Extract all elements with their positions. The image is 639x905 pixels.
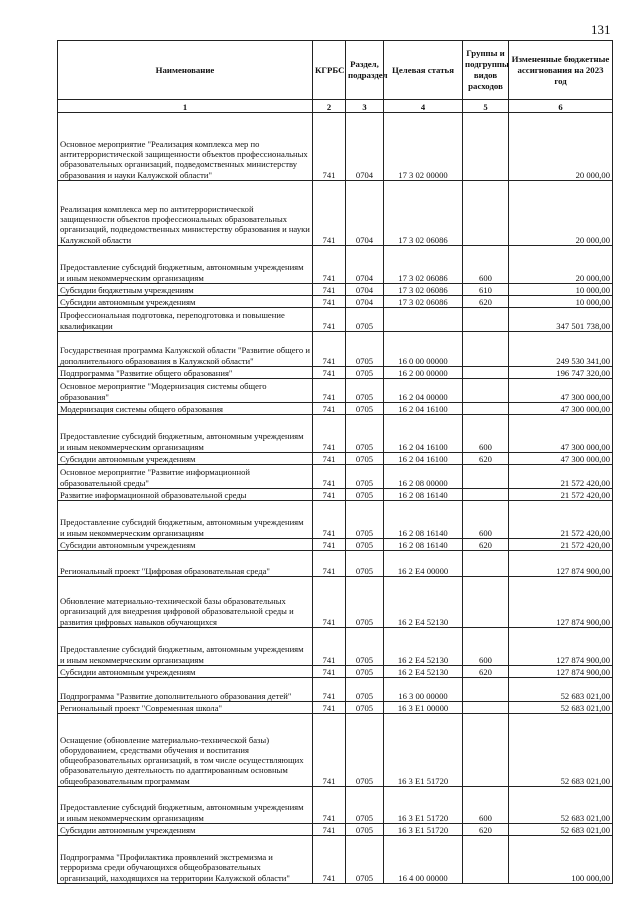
cell-kgrbs: 741 xyxy=(313,403,346,415)
cell-section: 0705 xyxy=(346,666,384,678)
cell-kgrbs: 741 xyxy=(313,465,346,489)
cell-name: Основное мероприятие "Реализация комплекса мер по антитеррористической защищенности объектов профессиональных образовательных организаций, подведомственных министерству образования и науки Калужской области" xyxy=(58,113,313,181)
cell-section: 0705 xyxy=(346,577,384,628)
header-name: Наименование xyxy=(58,41,313,100)
cell-group xyxy=(463,403,509,415)
cell-name: Подпрограмма "Профилактика проявлений экстремизма и терроризма среди обучающихся общеобразовательных организаций, находящихся на территории Калужской области" xyxy=(58,836,313,884)
cell-amount: 21 572 420,00 xyxy=(509,501,613,539)
cell-amount: 52 683 021,00 xyxy=(509,714,613,787)
cell-kgrbs: 741 xyxy=(313,181,346,246)
cell-kgrbs: 741 xyxy=(313,836,346,884)
cell-target: 16 2 04 16100 xyxy=(384,453,463,465)
cell-name: Обновление материально-технической базы образовательных организаций для внедрения цифровой образовательной среды и развития цифровых навыков обучающихся xyxy=(58,577,313,628)
column-number: 1 xyxy=(58,100,313,113)
cell-group: 620 xyxy=(463,453,509,465)
cell-section: 0705 xyxy=(346,836,384,884)
cell-group xyxy=(463,332,509,367)
header-row xyxy=(58,41,613,100)
cell-section: 0705 xyxy=(346,332,384,367)
table-row xyxy=(58,379,613,403)
column-number: 4 xyxy=(384,100,463,113)
cell-kgrbs: 741 xyxy=(313,501,346,539)
cell-name: Оснащение (обновление материально-технической базы) оборудованием, средствами обучения и воспитания общеобразовательных организаций, в том числе осуществляющих образовательную деятельность по адаптированным основным общеобразовательным программам xyxy=(58,714,313,787)
cell-group: 600 xyxy=(463,787,509,824)
table-row xyxy=(58,787,613,824)
table-row xyxy=(58,284,613,296)
cell-group: 620 xyxy=(463,824,509,836)
table-row xyxy=(58,489,613,501)
cell-group xyxy=(463,489,509,501)
cell-name: Предоставление субсидий бюджетным, автономным учреждениям и иным некоммерческим организациям xyxy=(58,787,313,824)
table-row xyxy=(58,415,613,453)
cell-target: 17 3 02 06086 xyxy=(384,246,463,284)
cell-target: 16 2 04 00000 xyxy=(384,379,463,403)
cell-group xyxy=(463,702,509,714)
cell-kgrbs: 741 xyxy=(313,113,346,181)
cell-section: 0705 xyxy=(346,501,384,539)
cell-amount: 52 683 021,00 xyxy=(509,787,613,824)
cell-group: 620 xyxy=(463,666,509,678)
cell-amount: 52 683 021,00 xyxy=(509,678,613,702)
cell-name: Субсидии автономным учреждениям xyxy=(58,824,313,836)
cell-amount: 127 874 900,00 xyxy=(509,666,613,678)
cell-group: 600 xyxy=(463,501,509,539)
cell-amount: 249 530 341,00 xyxy=(509,332,613,367)
cell-name: Предоставление субсидий бюджетным, автономным учреждениям и иным некоммерческим организациям xyxy=(58,501,313,539)
cell-section: 0704 xyxy=(346,181,384,246)
cell-section: 0705 xyxy=(346,489,384,501)
cell-kgrbs: 741 xyxy=(313,551,346,577)
cell-kgrbs: 741 xyxy=(313,332,346,367)
cell-amount: 10 000,00 xyxy=(509,284,613,296)
cell-target: 16 2 08 16140 xyxy=(384,539,463,551)
cell-section: 0705 xyxy=(346,628,384,666)
cell-name: Подпрограмма "Развитие дополнительного образования детей" xyxy=(58,678,313,702)
cell-name: Субсидии автономным учреждениям xyxy=(58,453,313,465)
table-row xyxy=(58,824,613,836)
cell-target: 16 3 E1 51720 xyxy=(384,824,463,836)
cell-section: 0705 xyxy=(346,678,384,702)
cell-amount: 10 000,00 xyxy=(509,296,613,308)
cell-target: 16 2 E4 52130 xyxy=(384,666,463,678)
cell-section: 0705 xyxy=(346,367,384,379)
cell-kgrbs: 741 xyxy=(313,284,346,296)
cell-group: 620 xyxy=(463,539,509,551)
cell-section: 0705 xyxy=(346,824,384,836)
cell-group xyxy=(463,551,509,577)
cell-amount: 47 300 000,00 xyxy=(509,415,613,453)
column-number: 5 xyxy=(463,100,509,113)
table-row xyxy=(58,246,613,284)
column-number: 3 xyxy=(346,100,384,113)
header-group: Группы и подгруппы видов расходов xyxy=(463,41,509,100)
cell-target: 16 3 E1 00000 xyxy=(384,702,463,714)
cell-section: 0705 xyxy=(346,379,384,403)
cell-name: Предоставление субсидий бюджетным, автономным учреждениям и иным некоммерческим организациям xyxy=(58,246,313,284)
cell-target: 16 2 04 16100 xyxy=(384,415,463,453)
table-row xyxy=(58,836,613,884)
cell-amount: 52 683 021,00 xyxy=(509,702,613,714)
cell-name: Основное мероприятие "Модернизация системы общего образования" xyxy=(58,379,313,403)
cell-target: 17 3 02 06086 xyxy=(384,284,463,296)
cell-group xyxy=(463,678,509,702)
table-row xyxy=(58,714,613,787)
cell-section: 0705 xyxy=(346,551,384,577)
table-row xyxy=(58,403,613,415)
table-row xyxy=(58,453,613,465)
cell-amount: 21 572 420,00 xyxy=(509,465,613,489)
table-row xyxy=(58,367,613,379)
cell-section: 0705 xyxy=(346,453,384,465)
cell-name: Региональный проект "Современная школа" xyxy=(58,702,313,714)
cell-target: 16 2 E4 52130 xyxy=(384,628,463,666)
cell-kgrbs: 741 xyxy=(313,296,346,308)
table-row xyxy=(58,113,613,181)
cell-kgrbs: 741 xyxy=(313,308,346,332)
cell-amount: 52 683 021,00 xyxy=(509,824,613,836)
cell-target: 16 2 08 00000 xyxy=(384,465,463,489)
cell-kgrbs: 741 xyxy=(313,577,346,628)
cell-group: 620 xyxy=(463,296,509,308)
cell-group xyxy=(463,836,509,884)
table-row xyxy=(58,296,613,308)
cell-target: 16 2 00 00000 xyxy=(384,367,463,379)
cell-section: 0705 xyxy=(346,465,384,489)
cell-kgrbs: 741 xyxy=(313,824,346,836)
cell-group: 600 xyxy=(463,246,509,284)
cell-kgrbs: 741 xyxy=(313,702,346,714)
cell-amount: 347 501 738,00 xyxy=(509,308,613,332)
cell-amount: 20 000,00 xyxy=(509,113,613,181)
cell-kgrbs: 741 xyxy=(313,367,346,379)
page-number: 131 xyxy=(591,22,611,37)
header-target: Целевая статья xyxy=(384,41,463,100)
column-number: 2 xyxy=(313,100,346,113)
cell-kgrbs: 741 xyxy=(313,415,346,453)
cell-amount: 20 000,00 xyxy=(509,246,613,284)
cell-amount: 47 300 000,00 xyxy=(509,403,613,415)
cell-section: 0705 xyxy=(346,308,384,332)
cell-group: 600 xyxy=(463,415,509,453)
cell-name: Развитие информационной образовательной среды xyxy=(58,489,313,501)
table-row xyxy=(58,628,613,666)
cell-group: 600 xyxy=(463,628,509,666)
cell-target: 16 2 E4 00000 xyxy=(384,551,463,577)
table-row xyxy=(58,465,613,489)
cell-kgrbs: 741 xyxy=(313,714,346,787)
cell-amount: 100 000,00 xyxy=(509,836,613,884)
cell-kgrbs: 741 xyxy=(313,379,346,403)
table-row xyxy=(58,577,613,628)
cell-section: 0704 xyxy=(346,113,384,181)
cell-section: 0705 xyxy=(346,415,384,453)
cell-target: 16 4 00 00000 xyxy=(384,836,463,884)
cell-name: Государственная программа Калужской области "Развитие общего и дополнительного образования в Калужской области" xyxy=(58,332,313,367)
cell-section: 0705 xyxy=(346,787,384,824)
cell-name: Субсидии бюджетным учреждениям xyxy=(58,284,313,296)
cell-name: Предоставление субсидий бюджетным, автономным учреждениям и иным некоммерческим организациям xyxy=(58,628,313,666)
cell-group xyxy=(463,308,509,332)
cell-name: Модернизация системы общего образования xyxy=(58,403,313,415)
cell-target xyxy=(384,308,463,332)
column-numbers-row xyxy=(58,100,613,113)
cell-kgrbs: 741 xyxy=(313,666,346,678)
cell-group xyxy=(463,714,509,787)
cell-amount: 127 874 900,00 xyxy=(509,551,613,577)
cell-name: Субсидии автономным учреждениям xyxy=(58,666,313,678)
cell-section: 0704 xyxy=(346,246,384,284)
cell-target: 16 0 00 00000 xyxy=(384,332,463,367)
cell-amount: 47 300 000,00 xyxy=(509,379,613,403)
cell-amount: 21 572 420,00 xyxy=(509,489,613,501)
cell-target: 16 2 08 16140 xyxy=(384,501,463,539)
cell-target: 17 3 02 06086 xyxy=(384,181,463,246)
table-row xyxy=(58,702,613,714)
cell-kgrbs: 741 xyxy=(313,539,346,551)
cell-amount: 21 572 420,00 xyxy=(509,539,613,551)
cell-kgrbs: 741 xyxy=(313,489,346,501)
cell-target: 17 3 02 00000 xyxy=(384,113,463,181)
table-row xyxy=(58,678,613,702)
table-row xyxy=(58,181,613,246)
cell-group xyxy=(463,113,509,181)
cell-name: Субсидии автономным учреждениям xyxy=(58,296,313,308)
cell-kgrbs: 741 xyxy=(313,628,346,666)
cell-target: 16 2 E4 52130 xyxy=(384,577,463,628)
cell-target: 16 2 08 16140 xyxy=(384,489,463,501)
table-row xyxy=(58,332,613,367)
cell-kgrbs: 741 xyxy=(313,453,346,465)
header-section: Раздел, подраздел xyxy=(346,41,384,100)
cell-target: 16 3 E1 51720 xyxy=(384,714,463,787)
cell-amount: 127 874 900,00 xyxy=(509,628,613,666)
cell-name: Подпрограмма "Развитие общего образования" xyxy=(58,367,313,379)
cell-name: Профессиональная подготовка, переподготовка и повышение квалификации xyxy=(58,308,313,332)
budget-table xyxy=(57,40,613,884)
cell-section: 0705 xyxy=(346,403,384,415)
table-row xyxy=(58,501,613,539)
cell-name: Субсидии автономным учреждениям xyxy=(58,539,313,551)
header-kgrbs: КГРБС xyxy=(313,41,346,100)
cell-group xyxy=(463,367,509,379)
cell-name: Основное мероприятие "Развитие информационной образовательной среды" xyxy=(58,465,313,489)
cell-group xyxy=(463,465,509,489)
table-row xyxy=(58,551,613,577)
cell-name: Предоставление субсидий бюджетным, автономным учреждениям и иным некоммерческим организациям xyxy=(58,415,313,453)
cell-amount: 47 300 000,00 xyxy=(509,453,613,465)
cell-amount: 127 874 900,00 xyxy=(509,577,613,628)
cell-target: 17 3 02 06086 xyxy=(384,296,463,308)
cell-section: 0705 xyxy=(346,539,384,551)
cell-section: 0704 xyxy=(346,296,384,308)
cell-group xyxy=(463,379,509,403)
cell-target: 16 3 00 00000 xyxy=(384,678,463,702)
cell-name: Региональный проект "Цифровая образовательная среда" xyxy=(58,551,313,577)
cell-section: 0705 xyxy=(346,702,384,714)
cell-kgrbs: 741 xyxy=(313,246,346,284)
cell-kgrbs: 741 xyxy=(313,787,346,824)
cell-group xyxy=(463,577,509,628)
cell-section: 0705 xyxy=(346,714,384,787)
cell-group xyxy=(463,181,509,246)
cell-section: 0704 xyxy=(346,284,384,296)
table-row xyxy=(58,666,613,678)
cell-target: 16 3 E1 51720 xyxy=(384,787,463,824)
cell-target: 16 2 04 16100 xyxy=(384,403,463,415)
cell-group: 610 xyxy=(463,284,509,296)
table-row xyxy=(58,308,613,332)
column-number: 6 xyxy=(509,100,613,113)
cell-kgrbs: 741 xyxy=(313,678,346,702)
table-row xyxy=(58,539,613,551)
header-amount: Измененные бюджетные ассигнования на 2023 год xyxy=(509,41,613,100)
cell-amount: 20 000,00 xyxy=(509,181,613,246)
cell-amount: 196 747 320,00 xyxy=(509,367,613,379)
cell-name: Реализация комплекса мер по антитеррористической защищенности объектов профессиональных образовательных организаций, подведомственных министерству образования и науки Калужской области xyxy=(58,181,313,246)
